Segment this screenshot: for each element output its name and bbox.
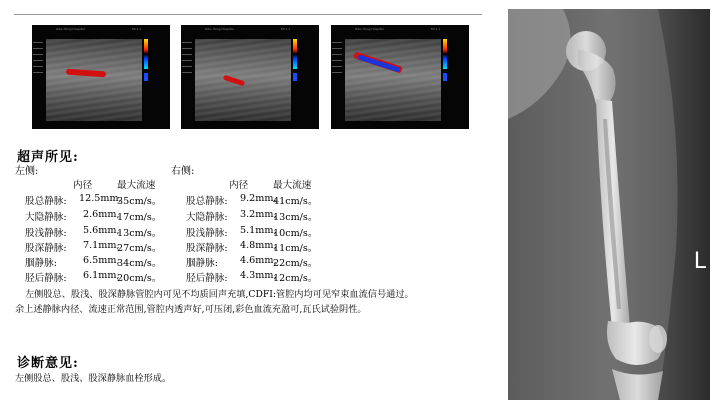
doppler-marker [144, 73, 148, 81]
left-row-diameter: 6.5mm, [83, 255, 120, 266]
left-row-name: 大隐静脉: [25, 212, 67, 223]
doppler-color-scale [144, 39, 148, 69]
right-row-velocity: 12cm/s。 [273, 273, 318, 284]
findings-paragraph-line-2: 余上述静脉内径、流速正常范围,管腔内透声好,可压闭,彩色血流充盈可,瓦氏试验阴性。 [15, 304, 367, 315]
left-row-velocity: 20cm/s。 [117, 273, 162, 284]
right-row-name: 胫后静脉: [186, 273, 228, 284]
findings-paragraph-line-1: 左侧股总、股浅、股深静脉管腔内可见不均质回声充填,CDFI:管腔内均可见窄束血流信号通过。 [25, 289, 414, 300]
right-row-diameter: 4.8mm, [240, 240, 277, 251]
diagnosis-text: 左侧股总、股浅、股深静脉血栓形成。 [15, 373, 172, 384]
right-row-name: 股深静脉: [186, 243, 228, 254]
right-row-diameter: 4.6mm, [240, 255, 277, 266]
left-col-velocity: 最大流速 [117, 180, 156, 191]
left-row-diameter: 7.1mm, [83, 240, 120, 251]
ultrasound-header: Zibo Hong Hospital [355, 27, 384, 31]
left-row-velocity: 34cm/s。 [117, 258, 162, 269]
ultrasound-header-right: MI 1.1 [431, 27, 441, 31]
right-side-label: 右侧: [171, 166, 195, 177]
left-row-name: 胫后静脉: [25, 273, 67, 284]
left-row-name: 股深静脉: [25, 243, 67, 254]
right-row-diameter: 4.3mm, [240, 270, 277, 281]
doppler-color-scale [293, 39, 297, 69]
left-row-diameter: 6.1mm, [83, 270, 120, 281]
right-row-velocity: 11cm/s。 [273, 243, 318, 254]
right-row-name: 大隐静脉: [186, 212, 228, 223]
right-col-velocity: 最大流速 [273, 180, 312, 191]
left-row-diameter: 2.6mm, [83, 209, 120, 220]
left-side-label: 左侧: [15, 166, 39, 177]
right-row-name: 股浅静脉: [186, 228, 228, 239]
ultrasound-sidebar [182, 37, 196, 117]
ultrasound-header: Zibo Hong Hospital [56, 27, 85, 31]
ultrasound-image-1 [32, 25, 170, 129]
right-row-name: 股总静脉: [186, 196, 228, 207]
top-divider [14, 14, 482, 15]
ultrasound-image-2 [181, 25, 319, 129]
right-col-diameter: 内径 [229, 180, 249, 191]
doppler-color-scale [443, 39, 447, 69]
ultrasound-image-3 [331, 25, 469, 129]
right-row-velocity: 10cm/s。 [273, 228, 318, 239]
ultrasound-scan-area [345, 39, 441, 121]
left-row-velocity: 35cm/s。 [117, 196, 162, 207]
left-row-name: 腘静脉: [25, 258, 58, 269]
ultrasound-header-right: MI 1.1 [132, 27, 142, 31]
right-row-name: 腘静脉: [186, 258, 219, 269]
xray-side-marker: L [693, 249, 706, 274]
doppler-marker [443, 73, 447, 81]
left-row-name: 股浅静脉: [25, 228, 67, 239]
right-row-velocity: 13cm/s。 [273, 212, 318, 223]
right-row-velocity: 41cm/s。 [273, 196, 318, 207]
femur-xray-image [508, 9, 710, 400]
ultrasound-header: Zibo Hong Hospital [205, 27, 234, 31]
findings-heading: 超声所见: [17, 150, 79, 165]
doppler-marker [293, 73, 297, 81]
left-row-name: 股总静脉: [25, 196, 67, 207]
ultrasound-scan-area [46, 39, 142, 121]
femur-xray-drawing [508, 9, 710, 400]
diagnosis-heading: 诊断意见: [17, 356, 79, 371]
ultrasound-header-right: MI 1.1 [281, 27, 291, 31]
right-row-diameter: 9.2mm, [240, 193, 277, 204]
ultrasound-sidebar [332, 37, 346, 117]
left-row-velocity: 13cm/s。 [117, 228, 162, 239]
left-row-diameter: 5.6mm, [83, 225, 120, 236]
right-row-velocity: 22cm/s。 [273, 258, 318, 269]
right-row-diameter: 5.1mm, [240, 225, 277, 236]
left-row-velocity: 17cm/s。 [117, 212, 162, 223]
left-row-velocity: 27cm/s。 [117, 243, 162, 254]
left-row-diameter: 12.5mm, [79, 193, 122, 204]
right-row-diameter: 3.2mm, [240, 209, 277, 220]
left-col-diameter: 内径 [73, 180, 93, 191]
ultrasound-sidebar [33, 37, 47, 117]
